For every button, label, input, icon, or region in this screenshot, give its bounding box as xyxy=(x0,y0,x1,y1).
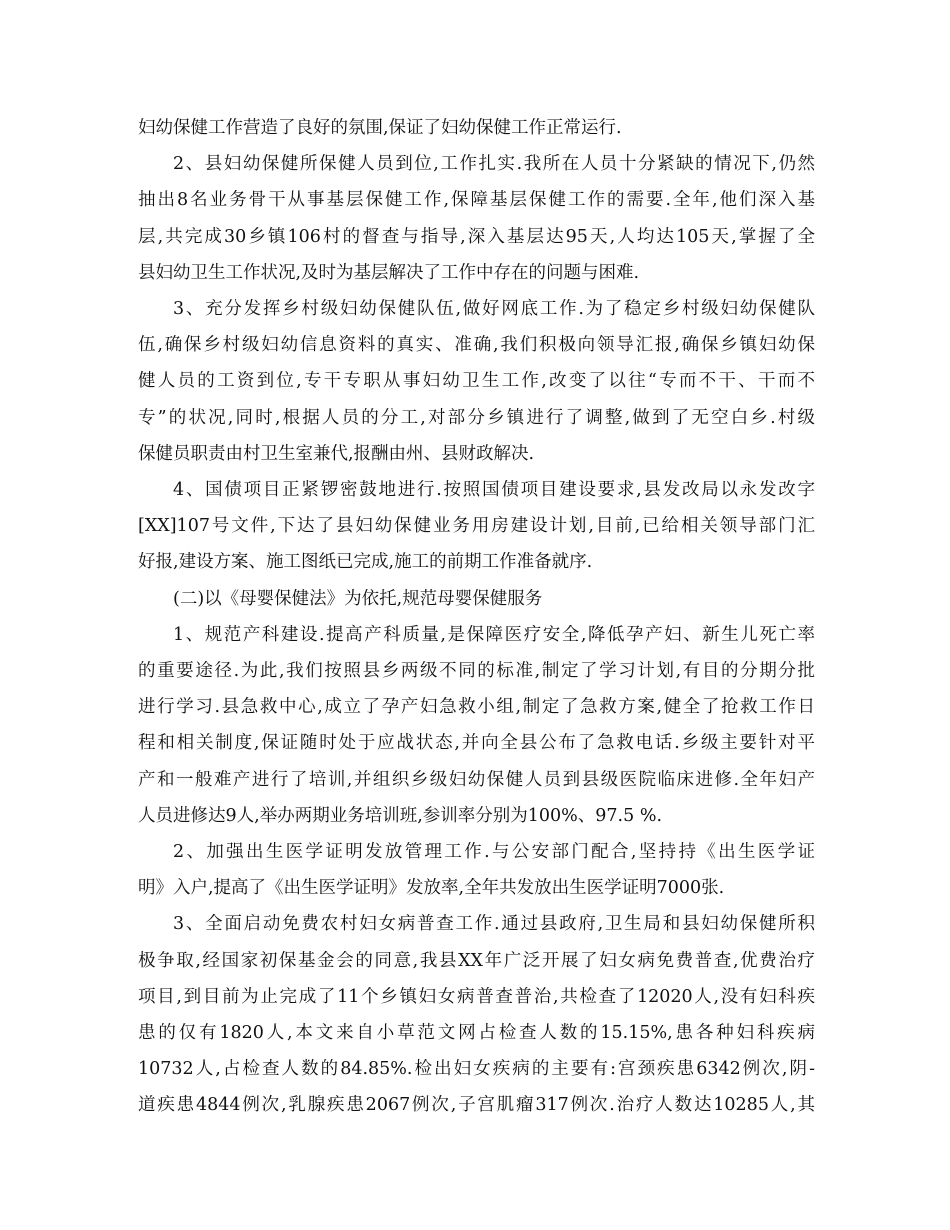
text-line: 3、充分发挥乡村级妇幼保健队伍,做好网底工作.为了稳定乡村级妇幼保健队 xyxy=(173,299,815,320)
text-line: 极争取,经国家初保基金会的同意,我县XX年广泛开展了妇女病免费普查,优费治疗 xyxy=(138,950,815,971)
text-line: 3、全面启动免费农村妇女病普查工作.通过县政府,卫生局和县妇幼保健所积 xyxy=(173,914,815,935)
text-line: 项目,到目前为止完成了11个乡镇妇女病普查普治,共检查了12020人,没有妇科疾 xyxy=(138,986,815,1007)
text-line: 产和一般难产进行了培训,并组织乡级妇幼保健人员到县级医院临床进修.全年妇产 xyxy=(138,769,815,790)
paragraph-7 xyxy=(138,906,815,1123)
paragraph-0 xyxy=(138,110,815,146)
text-line: 10732人,占检查人数的84.85%.检出妇女疾病的主要有:宫颈疾患6342例次,阴- xyxy=(138,1059,815,1080)
text-line: 层,共完成30乡镇106村的督查与指导,深入基层达95天,人均达105天,掌握了全 xyxy=(138,226,815,247)
text-line: (二)以《母婴保健法》为依托,规范母婴保健服务 xyxy=(173,588,543,609)
paragraph-6 xyxy=(138,834,815,906)
text-line: 程和相关制度,保证随时处于应战状态,并向全县公布了急救电话.乡级主要针对平 xyxy=(138,733,815,754)
text-line: 4、国债项目正紧锣密鼓地进行.按照国债项目建设要求,县发改局以永发改字 xyxy=(173,480,815,501)
section-heading xyxy=(138,581,815,617)
text-line: 的重要途径.为此,我们按照县乡两级不同的标准,制定了学习计划,有目的分期分批 xyxy=(138,661,815,682)
text-line: 专”的状况,同时,根据人员的分工,对部分乡镇进行了调整,做到了无空白乡.村级 xyxy=(138,407,815,428)
text-line: 道疾患4844例次,乳腺疾患2067例次,子宫肌瘤317例次.治疗人数达10285人,其 xyxy=(138,1095,815,1116)
text-line: 县妇幼卫生工作状况,及时为基层解决了工作中存在的问题与困难. xyxy=(138,262,640,283)
text-line: 明》入户,提高了《出生医学证明》发放率,全年共发放出生医学证明7000张. xyxy=(138,878,725,899)
text-line: 抽出8名业务骨干从事基层保健工作,保障基层保健工作的需要.全年,他们深入基 xyxy=(138,190,815,211)
text-line: 2、县妇幼保健所保健人员到位,工作扎实.我所在人员十分紧缺的情况下,仍然 xyxy=(173,154,815,175)
text-line: [XX]107号文件,下达了县妇幼保健业务用房建设计划,目前,已给相关领导部门汇 xyxy=(138,516,815,537)
text-line: 2、加强出生医学证明发放管理工作.与公安部门配合,坚持持《出生医学证 xyxy=(173,842,815,863)
text-line: 1、规范产科建设.提高产科质量,是保障医疗安全,降低孕产妇、新生儿死亡率 xyxy=(173,624,815,645)
text-line: 伍,确保乡村级妇幼信息资料的真实、准确,我们积极向领导汇报,确保乡镇妇幼保 xyxy=(138,335,815,356)
text-line: 人员进修达9人,举办两期业务培训班,参训率分别为100%、97.5 %. xyxy=(138,805,663,826)
paragraph-2 xyxy=(138,291,815,472)
paragraph-5 xyxy=(138,617,815,834)
text-line: 保健员职责由村卫生室兼代,报酬由州、县财政解决. xyxy=(138,443,535,464)
paragraph-1 xyxy=(138,146,815,291)
paragraph-3 xyxy=(138,472,815,581)
text-line: 妇幼保健工作营造了良好的氛围,保证了妇幼保健工作正常运行. xyxy=(138,118,622,138)
text-line: 健人员的工资到位,专干专职从事妇幼卫生工作,改变了以往“专而不干、干而不 xyxy=(138,371,815,392)
text-line: 好报,建设方案、施工图纸已完成,施工的前期工作准备就序. xyxy=(138,552,593,573)
text-line: 患的仅有1820人,本文来自小草范文网占检查人数的15.15%,患各种妇科疾病 xyxy=(138,1023,815,1044)
text-line: 进行学习.县急救中心,成立了孕产妇急救小组,制定了急救方案,健全了抢救工作日 xyxy=(138,697,815,718)
